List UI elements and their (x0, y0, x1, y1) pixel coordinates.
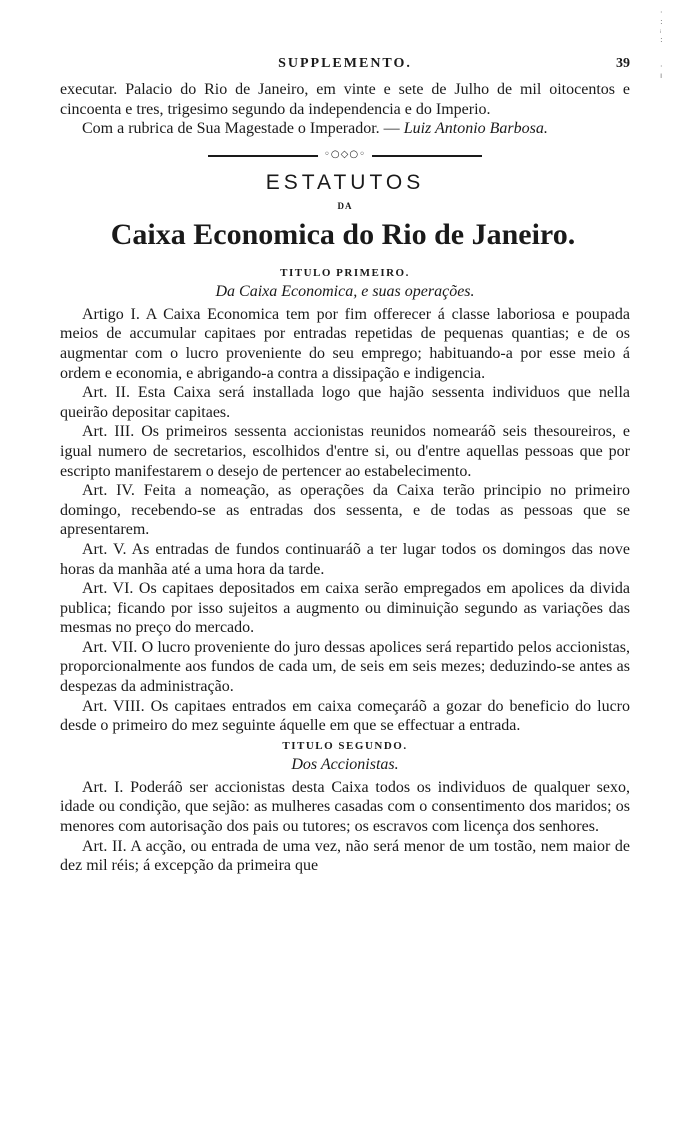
titulo-primeiro-subtitle: Da Caixa Economica, e suas operações. (215, 282, 475, 300)
titulo-segundo-label: TITULO SEGUNDO. (282, 739, 408, 752)
rule-ornament: ◦○◇○◦ (318, 149, 372, 161)
document-page (60, 56, 630, 876)
ornamental-rule (208, 148, 482, 160)
article-paragraph: Artigo I. A Caixa Economica tem por fim offerecer á classe laboriosa e poupada meios de accumular capitaes por entradas repetidas de pequenas quantias; e de os augmentar com o lucro proveniente do seu emprego; habituando-a por esse meio á ordem e economia, e abrigando-a contra a dissipação e indigencia. (60, 305, 630, 382)
running-header (60, 56, 630, 80)
article-paragraph: Art. III. Os primeiros sessenta accionistas reunidos nomearáõ seis thesoureiros, e igual numero de secretarios, escolhidos d'entre si, ou d'entre aquellas pessoas que por escripto manifestarem o desejo de pertencer ao estabelecimento. (60, 423, 630, 480)
article-paragraph: Art. VI. Os capitaes depositados em caixa serão empregados em apolices da divida publica; ficando por isso sujeitos a augmento ou diminuição segundo as variações das mesmas no preço do mercado. (60, 580, 630, 637)
article-paragraph: Art. VII. O lucro proveniente do juro dessas apolices será repartido pelos accionistas, proporcionalmente aos fundos de cada um, de seis em seis mezes; deduzindo-se antes as despezas da administração. (60, 638, 630, 696)
rubric-text: Com a rubrica de Sua Magestade o Imperador. — (82, 120, 404, 138)
article-paragraph: Art. II. Esta Caixa será installada logo que hajão sessenta individuos que nella queirão depositar capitaes. (60, 384, 630, 421)
article-paragraph: Art. IV. Feita a nomeação, as operações da Caixa terão principio no primeiro domingo, recebendo-se as entradas dos sessenta, e de todas as pessoas que se apresentarem. (60, 482, 630, 539)
titulo-primeiro-label: TITULO PRIMEIRO. (280, 266, 410, 279)
article-paragraph: Art. V. As entradas de fundos continuaráõ a ter lugar todos os domingos das nove horas da manhãa até a uma hora da tarde. (60, 540, 630, 578)
margin-marks: · : ᵢ : · ı (660, 8, 663, 80)
page-number: 39 (616, 56, 630, 71)
article-paragraph: Art. I. Poderáõ ser accionistas desta Caixa todos os individuos de qualquer sexo, idade ou condição, que sejão: as mulheres casadas com o consentimento dos maridos; os menores com autorisação dos pais ou tutores; os escravos com licença dos senhores. (60, 778, 630, 836)
institution-title: Caixa Economica do Rio de Janeiro. (110, 217, 576, 251)
statutes-heading: ESTATUTOS (265, 170, 425, 194)
article-paragraph: Art. VIII. Os capitaes entrados em caixa começaráõ a gozar do beneficio do lucro desde o primeiro do mez seguinte áquelle em que se effectuar a entrada. (60, 697, 630, 735)
decree-closing-paragraph: executar. Palacio do Rio de Janeiro, em vinte e sete de Julho de mil oitocentos e cincoenta e tres, trigesimo segundo da independencia e do Imperio. (60, 81, 630, 118)
article-paragraph: Art. II. A acção, ou entrada de uma vez, não será menor de um tostão, nem maior de dez mil réis; á excepção da primeira que (60, 837, 630, 875)
signatory-name: Luiz Antonio Barbosa. (403, 120, 548, 138)
statutes-connector: DA (337, 200, 353, 211)
running-title: SUPPLEMENTO. (278, 56, 412, 71)
decree-signature-paragraph (60, 119, 630, 139)
titulo-segundo-subtitle: Dos Accionistas. (291, 755, 399, 773)
